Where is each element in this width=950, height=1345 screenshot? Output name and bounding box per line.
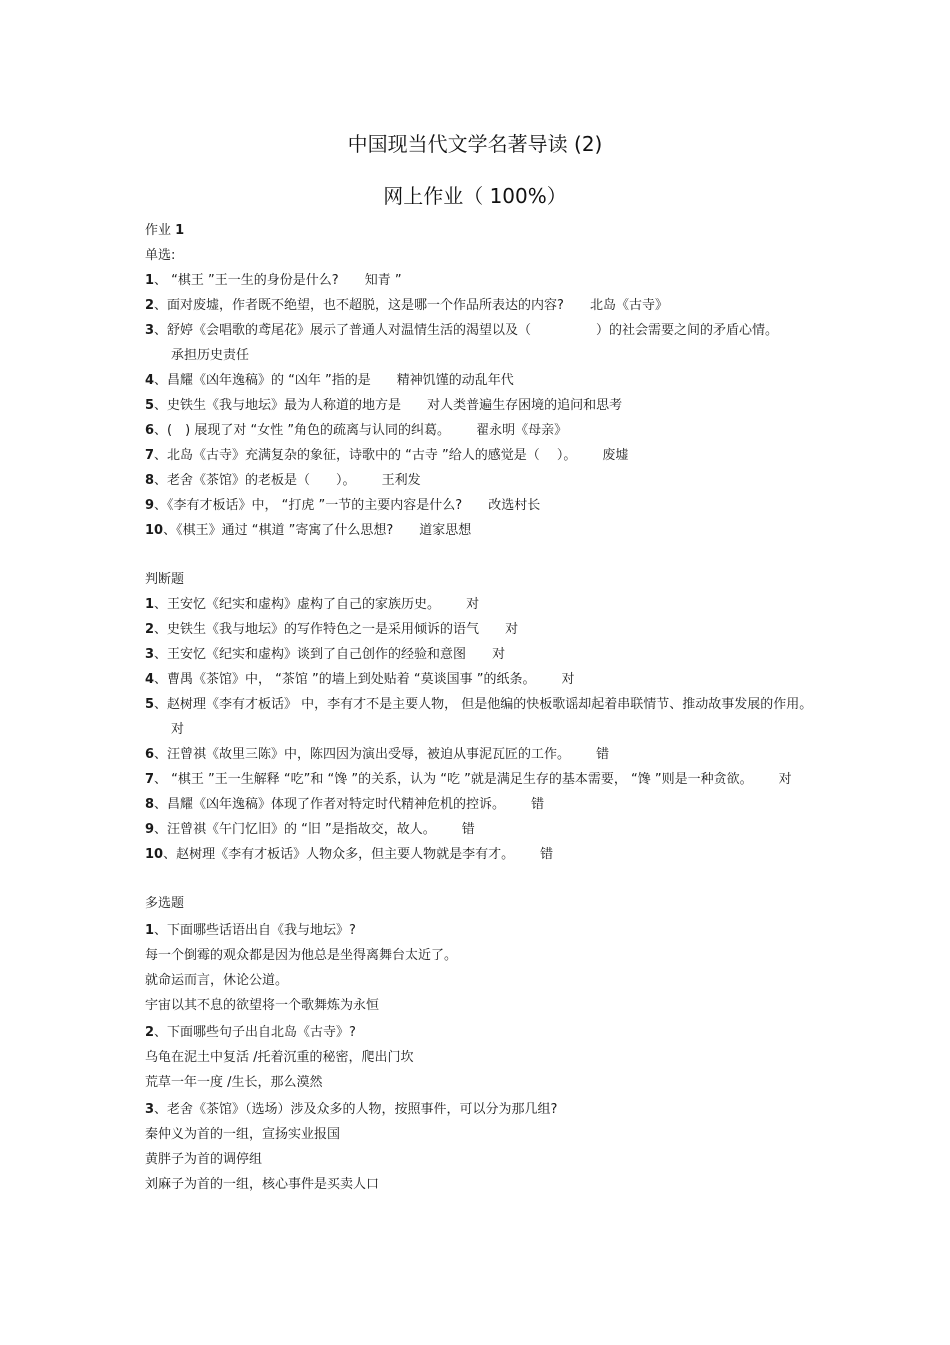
question-number: 8 — [145, 797, 155, 812]
question-number: 2 — [145, 298, 155, 313]
answer-option: 乌龟在泥土中复活 /托着沉重的秘密，爬出门坎 — [145, 1050, 414, 1065]
answer-option: 每一个倒霉的观众都是因为他总是坐得离舞台太近了。 — [145, 948, 458, 963]
question-item — [145, 792, 815, 817]
question-item — [145, 418, 815, 443]
question-number: 3 — [145, 323, 155, 338]
question-item — [145, 368, 815, 393]
question-text: 、老舍《茶馆》的老板是（ ）。 — [154, 473, 356, 488]
single-choice-section — [145, 243, 815, 543]
document-body — [145, 218, 815, 1197]
answer-text: 对 — [492, 647, 506, 662]
question-number: 10 — [145, 523, 164, 538]
question-number: 2 — [145, 622, 155, 637]
answer-text: 对 — [778, 772, 792, 787]
multiple-choice-heading: 多选题 — [145, 896, 185, 911]
question-number: 6 — [145, 747, 155, 762]
answer-text: 翟永明《母亲》 — [476, 423, 568, 438]
answer-text: 北岛《古寺》 — [589, 298, 668, 313]
question-number: 4 — [145, 672, 155, 687]
answer-text: 道家思想 — [419, 523, 472, 538]
question-number: 2 — [145, 1025, 155, 1040]
question-text: 、史铁生《我与地坛》的写作特色之一是采用倾诉的语气 — [154, 622, 480, 637]
question-item — [145, 318, 815, 368]
question-number: 3 — [145, 1102, 155, 1117]
answer-text: 知青 ” — [364, 273, 402, 288]
answer-text: 错 — [596, 747, 610, 762]
answer-option: 刘麻子为首的一组，核心事件是买卖人口 — [145, 1177, 380, 1192]
question-number: 8 — [145, 473, 155, 488]
question-number: 6 — [145, 423, 155, 438]
question-text: 、汪曾祺《午门忆旧》的 “旧 ”是指故交，故人。 — [154, 822, 436, 837]
answer-text: 对 — [505, 622, 519, 637]
question-text: 、下面哪些句子出自北岛《古寺》? — [154, 1025, 356, 1040]
true-false-heading: 判断题 — [145, 572, 185, 587]
question-text: 、北岛《古寺》充满复杂的象征，诗歌中的 “古寺 ”给人的感觉是（ ）。 — [154, 448, 577, 463]
question-text: 、《李有才板话》中， “打虎 ”一节的主要内容是什么? — [154, 498, 463, 513]
question-text: 、昌耀《凶年逸稿》的 “凶年 ”指的是 — [154, 373, 371, 388]
question-text: 、 “棋王 ”王一生的身份是什么? — [154, 273, 339, 288]
single-choice-heading: 单选: — [145, 248, 176, 263]
question-text: 、史铁生《我与地坛》最为人称道的地方是 — [154, 398, 402, 413]
question-number: 5 — [145, 697, 155, 712]
question-text: 、赵树理《李有才板话》人物众多，但主要人物就是李有才。 — [163, 847, 515, 862]
question-item — [145, 817, 815, 842]
question-text: 、面对废墟，作者既不绝望，也不超脱，这是哪一个作品所表达的内容? — [154, 298, 564, 313]
question-text: 、 “棋王 ”王一生解释 “吃”和 “馋 ”的关系，认为 “吃 ”就是满足生存的基本需要， “馋 ”则是一种贪欲。 — [154, 772, 753, 787]
question-text: 、老舍《茶馆》（选场）涉及众多的人物，按照事件，可以分为那几组? — [154, 1102, 558, 1117]
answer-text: 对 — [171, 722, 185, 737]
question-item — [145, 692, 815, 742]
answer-text: 对人类普遍生存困境的追问和思考 — [427, 398, 623, 413]
answer-option: 黄胖子为首的调停组 — [145, 1152, 263, 1167]
question-item — [145, 293, 815, 318]
homework-label: 作业 1 — [145, 223, 185, 238]
question-number: 9 — [145, 498, 155, 513]
answer-text: 对 — [466, 597, 480, 612]
question-item — [145, 642, 815, 667]
answer-text: 废墟 — [602, 448, 629, 463]
question-number: 4 — [145, 373, 155, 388]
answer-text: 承担历史责任 — [171, 348, 250, 363]
question-item — [145, 842, 815, 867]
question-item — [145, 617, 815, 642]
question-item — [145, 742, 815, 767]
question-number: 5 — [145, 398, 155, 413]
question-text: 、王安忆《纪实和虚构》谈到了自己创作的经验和意图 — [154, 647, 467, 662]
answer-option: 宇宙以其不息的欲望将一个歌舞炼为永恒 — [145, 998, 380, 1013]
question-number: 1 — [145, 923, 155, 938]
answer-text: 错 — [461, 822, 475, 837]
question-item — [145, 918, 815, 943]
question-text: 、下面哪些话语出自《我与地坛》? — [154, 923, 356, 938]
question-number: 10 — [145, 847, 164, 862]
question-item — [145, 592, 815, 617]
question-number: 7 — [145, 448, 155, 463]
question-item — [145, 1020, 815, 1045]
question-text: 、曹禺《茶馆》中， “茶馆 ”的墙上到处贴着 “莫谈国事 ”的纸条。 — [154, 672, 536, 687]
true-false-section — [145, 567, 815, 867]
answer-text: 对 — [561, 672, 575, 687]
document-title: 中国现当代文学名著导读 (2) — [347, 132, 603, 156]
question-text: 、赵树理《李有才板话》 中，李有才不是主要人物， 但是他编的快板歌谣却起着串联情节、推动故事发展的作用。 — [154, 697, 813, 712]
question-text: 、昌耀《凶年逸稿》体现了作者对特定时代精神危机的控诉。 — [154, 797, 506, 812]
question-text: 、汪曾祺《故里三陈》中，陈四因为演出受辱，被迫从事泥瓦匠的工作。 — [154, 747, 571, 762]
question-number: 1 — [145, 597, 155, 612]
answer-option: 就命运而言，休论公道。 — [145, 973, 289, 988]
multiple-choice-section — [145, 891, 815, 1197]
answer-text: 错 — [540, 847, 554, 862]
question-number: 7 — [145, 772, 155, 787]
question-item — [145, 268, 815, 293]
question-number: 1 — [145, 273, 155, 288]
answer-option: 秦仲义为首的一组，宣扬实业报国 — [145, 1127, 341, 1142]
question-item — [145, 667, 815, 692]
question-text: 、舒婷《会唱歌的鸢尾花》展示了普通人对温情生活的渴望以及（ ）的社会需要之间的矛盾心情。 — [154, 323, 779, 338]
question-number: 9 — [145, 822, 155, 837]
question-item — [145, 393, 815, 418]
question-item — [145, 468, 815, 493]
question-text: 、《棋王》通过 “棋道 ”寄寓了什么思想? — [163, 523, 394, 538]
question-text: 、( ) 展现了对 “女性 ”角色的疏离与认同的纠葛。 — [154, 423, 451, 438]
answer-text: 改选村长 — [488, 498, 541, 513]
question-item — [145, 493, 815, 518]
document-subtitle: 网上作业（ 100%） — [383, 184, 567, 208]
question-item — [145, 767, 815, 792]
answer-text: 王利发 — [381, 473, 421, 488]
question-item — [145, 443, 815, 468]
answer-option: 荒草一年一度 /生长，那么漠然 — [145, 1075, 323, 1090]
question-item — [145, 518, 815, 543]
question-number: 3 — [145, 647, 155, 662]
answer-text: 错 — [531, 797, 545, 812]
answer-text: 精神饥馑的动乱年代 — [396, 373, 514, 388]
question-item — [145, 1097, 815, 1122]
question-text: 、王安忆《纪实和虚构》虚构了自己的家族历史。 — [154, 597, 441, 612]
